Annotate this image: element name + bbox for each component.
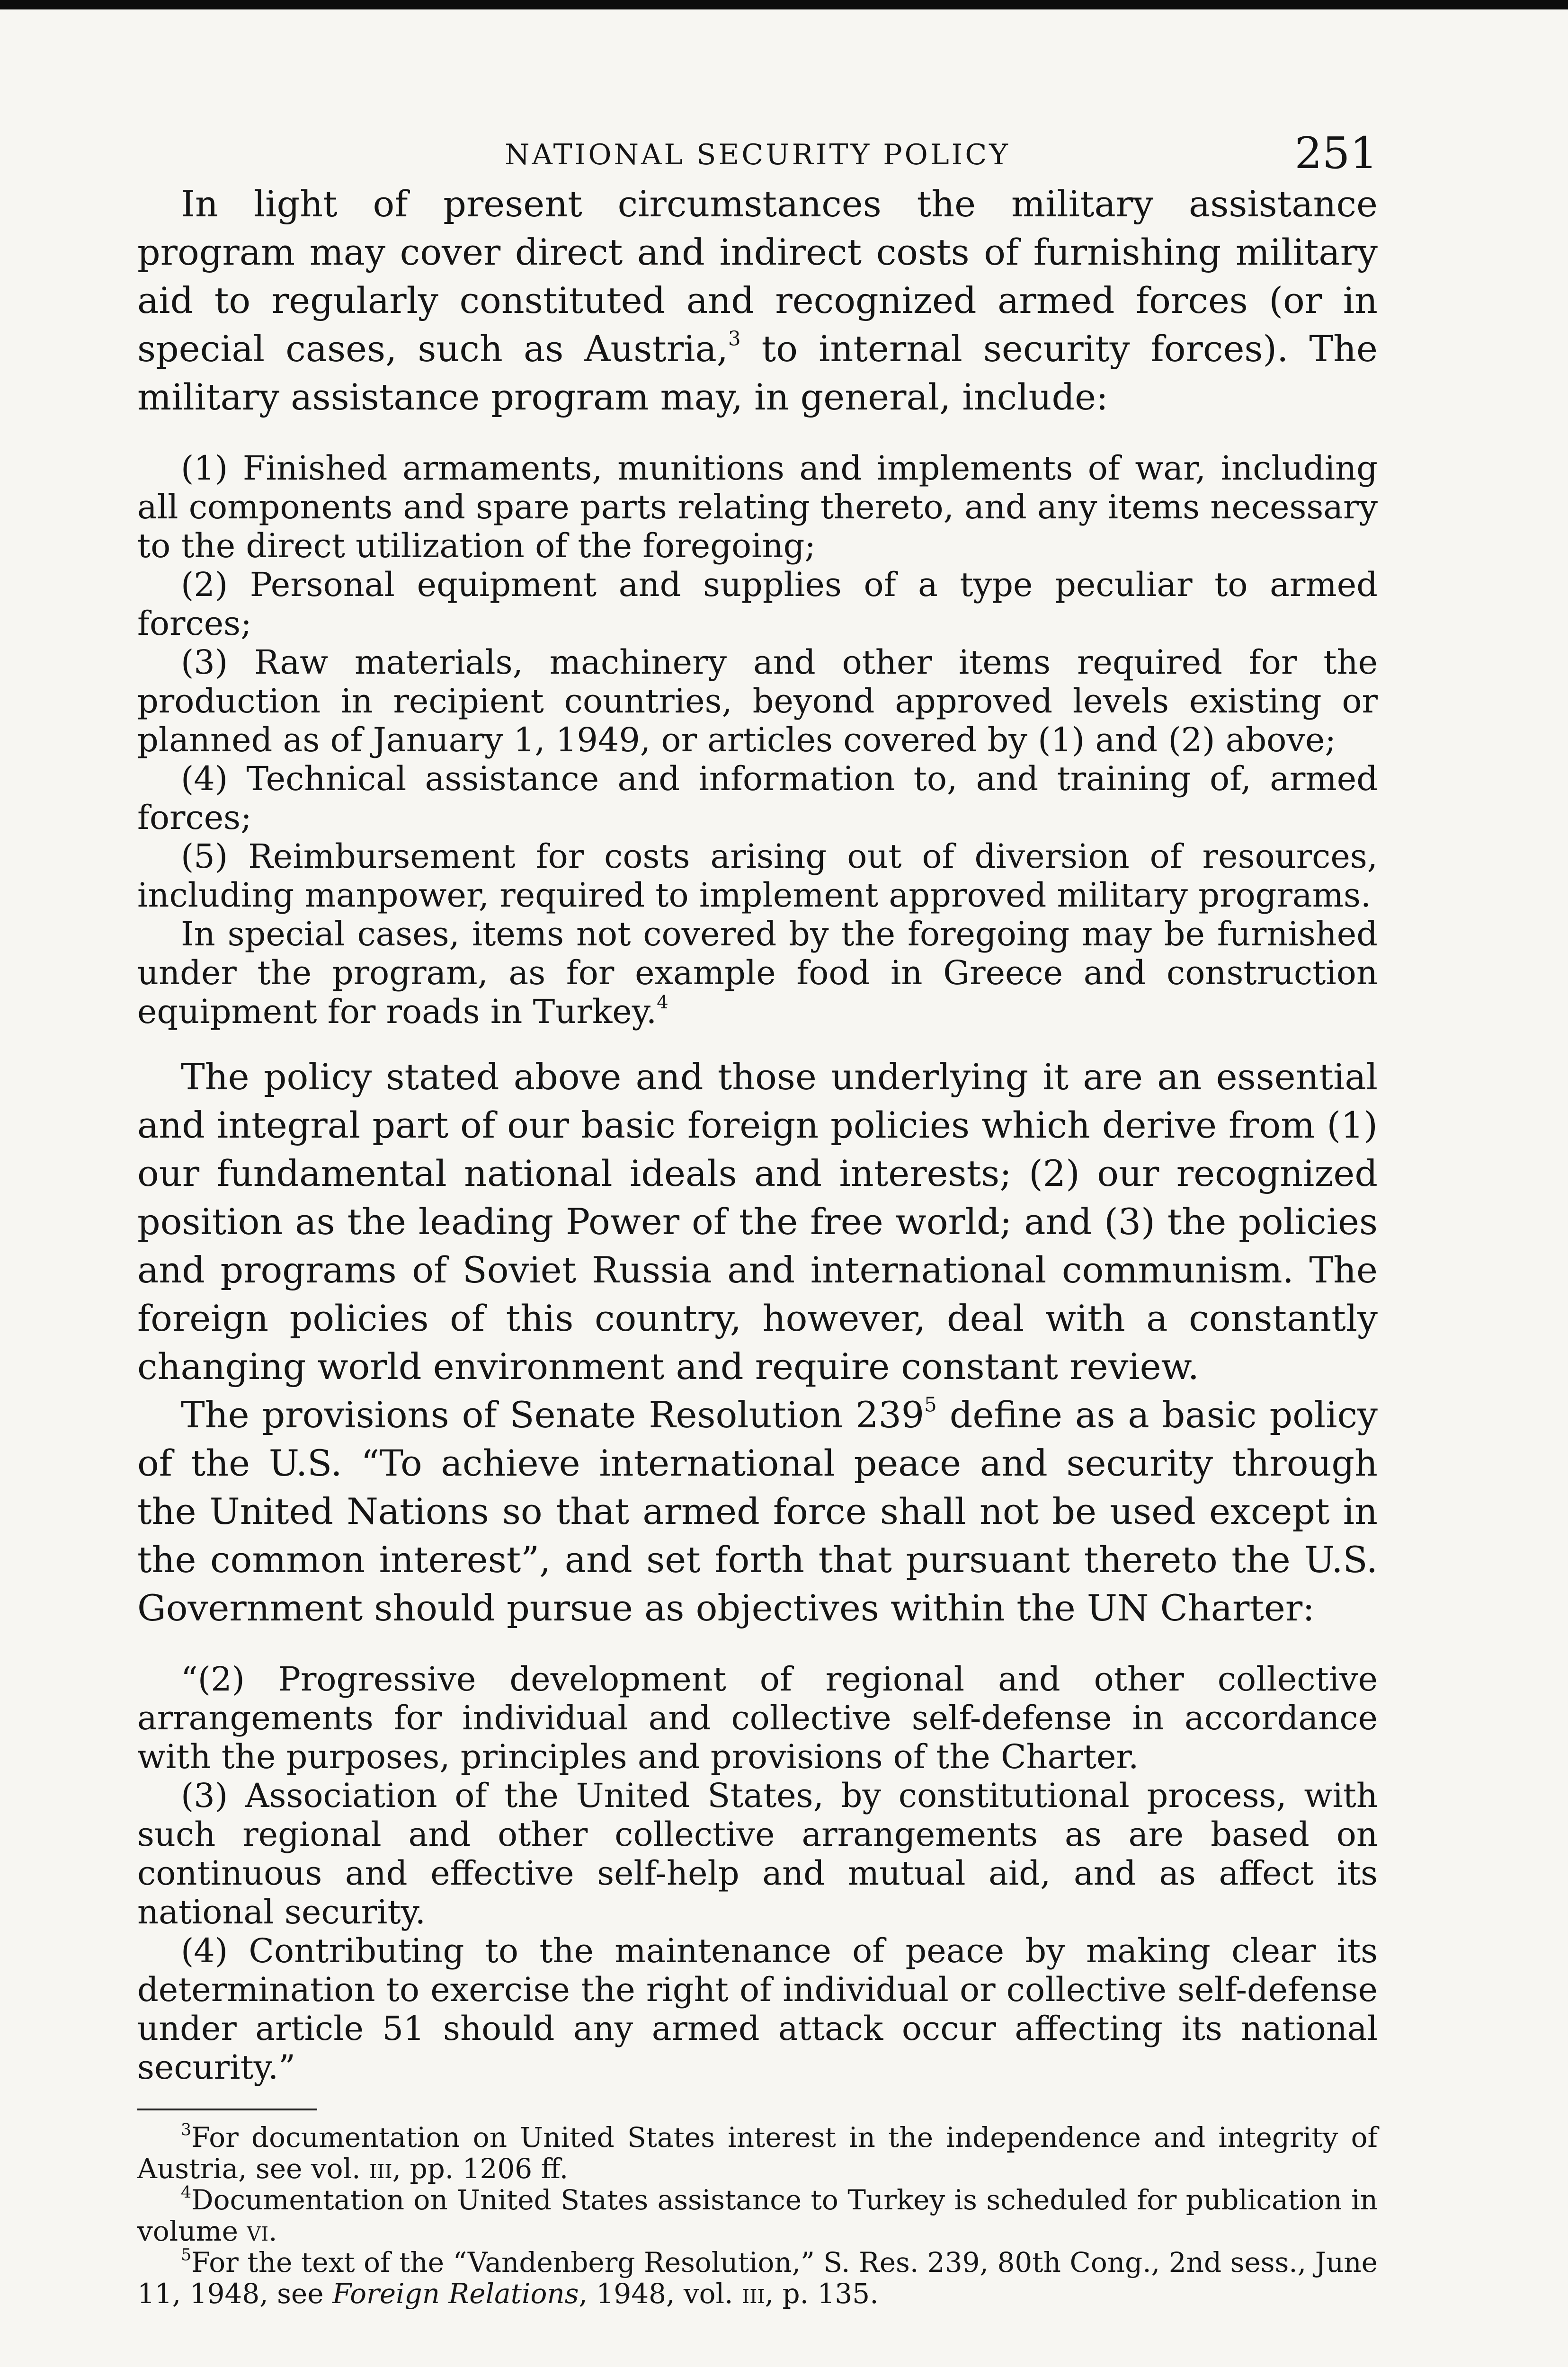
footnote-ref-3: 3 xyxy=(728,327,741,350)
special-cases-item xyxy=(137,915,1378,1031)
page-header xyxy=(137,128,1378,180)
paragraph-text: In light of present circumstances the military assistance program may cover direct and indirect costs of furnishing military aid to regularly constituted and recognized armed forces (or in special cases, such as Austria, xyxy=(137,183,1378,370)
paragraph-text: In special cases, items not covered by the foregoing may be furnished under the program, as for example food in Greece and construction equipment for roads in Turkey. xyxy=(137,915,1378,1031)
volume-number: vi xyxy=(247,2215,269,2247)
document-page xyxy=(137,128,1378,2309)
list-item: (5) Reimbursement for costs arising out of diversion of resources, including manpower, required to implement approved military programs. xyxy=(137,837,1378,915)
footnote-text: For the text of the “Vandenberg Resolution,” S. Res. 239, 80th Cong., 2nd sess., June 11, 1948, see xyxy=(137,2246,1378,2310)
publication-title: Foreign Relations xyxy=(332,2278,579,2310)
footnote-4 xyxy=(137,2184,1378,2247)
footnote-3 xyxy=(137,2122,1378,2184)
page-number: 251 xyxy=(1294,128,1378,178)
footnote-text: For documentation on United States interest in the independence and integrity of Austria, see vol. xyxy=(137,2121,1378,2185)
list-item: (1) Finished armaments, munitions and implements of war, including all components and spare parts relating thereto, and any items necessary to the direct utilization of the foregoing; xyxy=(137,449,1378,565)
resolution-quote xyxy=(137,1660,1378,2087)
footnote-divider xyxy=(137,2109,317,2110)
running-head: NATIONAL SECURITY POLICY xyxy=(505,138,1010,171)
paragraph-senate-resolution xyxy=(137,1391,1378,1632)
paragraph-military-assistance xyxy=(137,180,1378,421)
footnote-mark: 4 xyxy=(181,2183,192,2202)
paragraph-text: define as a basic policy of the U.S. “To achieve international peace and security through the United Nations so that armed force shall not be used except in the common interest”, and set forth that pursuant thereto the U.S. Government should pursue as objectives within the UN Charter: xyxy=(137,1394,1378,1629)
footnote-ref-5: 5 xyxy=(924,1393,937,1416)
quote-item: “(2) Progressive development of regional and other collective arrangements for individual and collective self-defense in accordance with the purposes, principles and provisions of the Charter. xyxy=(137,1660,1378,1776)
list-item: (4) Technical assistance and information to, and training of, armed forces; xyxy=(137,759,1378,837)
quote-item: (4) Contributing to the maintenance of peace by making clear its determination to exercise the right of individual or collective self-defense under article 51 should any armed attack occur affecting its national security.” xyxy=(137,1931,1378,2087)
footnote-text: . xyxy=(268,2215,277,2247)
paragraph-text: to internal security forces). The military assistance program may, in general, include: xyxy=(137,328,1378,418)
footnote-mark: 3 xyxy=(181,2120,192,2140)
footnote-text: , p. 135. xyxy=(765,2278,879,2310)
footnote-5 xyxy=(137,2247,1378,2309)
footnote-text: Documentation on United States assistance to Turkey is scheduled for publication in volume xyxy=(137,2184,1378,2247)
footnote-ref-4: 4 xyxy=(657,992,668,1014)
paragraph-text: The provisions of Senate Resolution 239 xyxy=(181,1394,925,1436)
program-items-list xyxy=(137,449,1378,1031)
scan-top-edge xyxy=(0,0,1568,9)
footnote-text: , 1948, vol. xyxy=(579,2278,742,2310)
footnote-text: , pp. 1206 ff. xyxy=(392,2153,569,2185)
paragraph-foreign-policies: The policy stated above and those underlying it are an essential and integral part of our basic foreign policies which derive from (1) our fundamental national ideals and interests; (2) our recognized position as the leading Power of the free world; and (3) the policies and programs of Soviet Russia and international communism. The foreign policies of this country, however, deal with a constantly changing world environment and require constant review. xyxy=(137,1056,1378,1388)
footnotes xyxy=(137,2122,1378,2309)
footnote-mark: 5 xyxy=(181,2245,192,2265)
list-item: (3) Raw materials, machinery and other items required for the production in recipient countries, beyond approved levels existing or planned as of January 1, 1949, or articles covered by (1) and (2) above; xyxy=(137,643,1378,759)
volume-number: iii xyxy=(369,2153,392,2185)
quote-item: (3) Association of the United States, by constitutional process, with such regional and other collective arrangements as are based on continuous and effective self-help and mutual aid, and as affect its national security. xyxy=(137,1776,1378,1931)
list-item: (2) Personal equipment and supplies of a type peculiar to armed forces; xyxy=(137,565,1378,643)
volume-number: iii xyxy=(742,2278,765,2310)
